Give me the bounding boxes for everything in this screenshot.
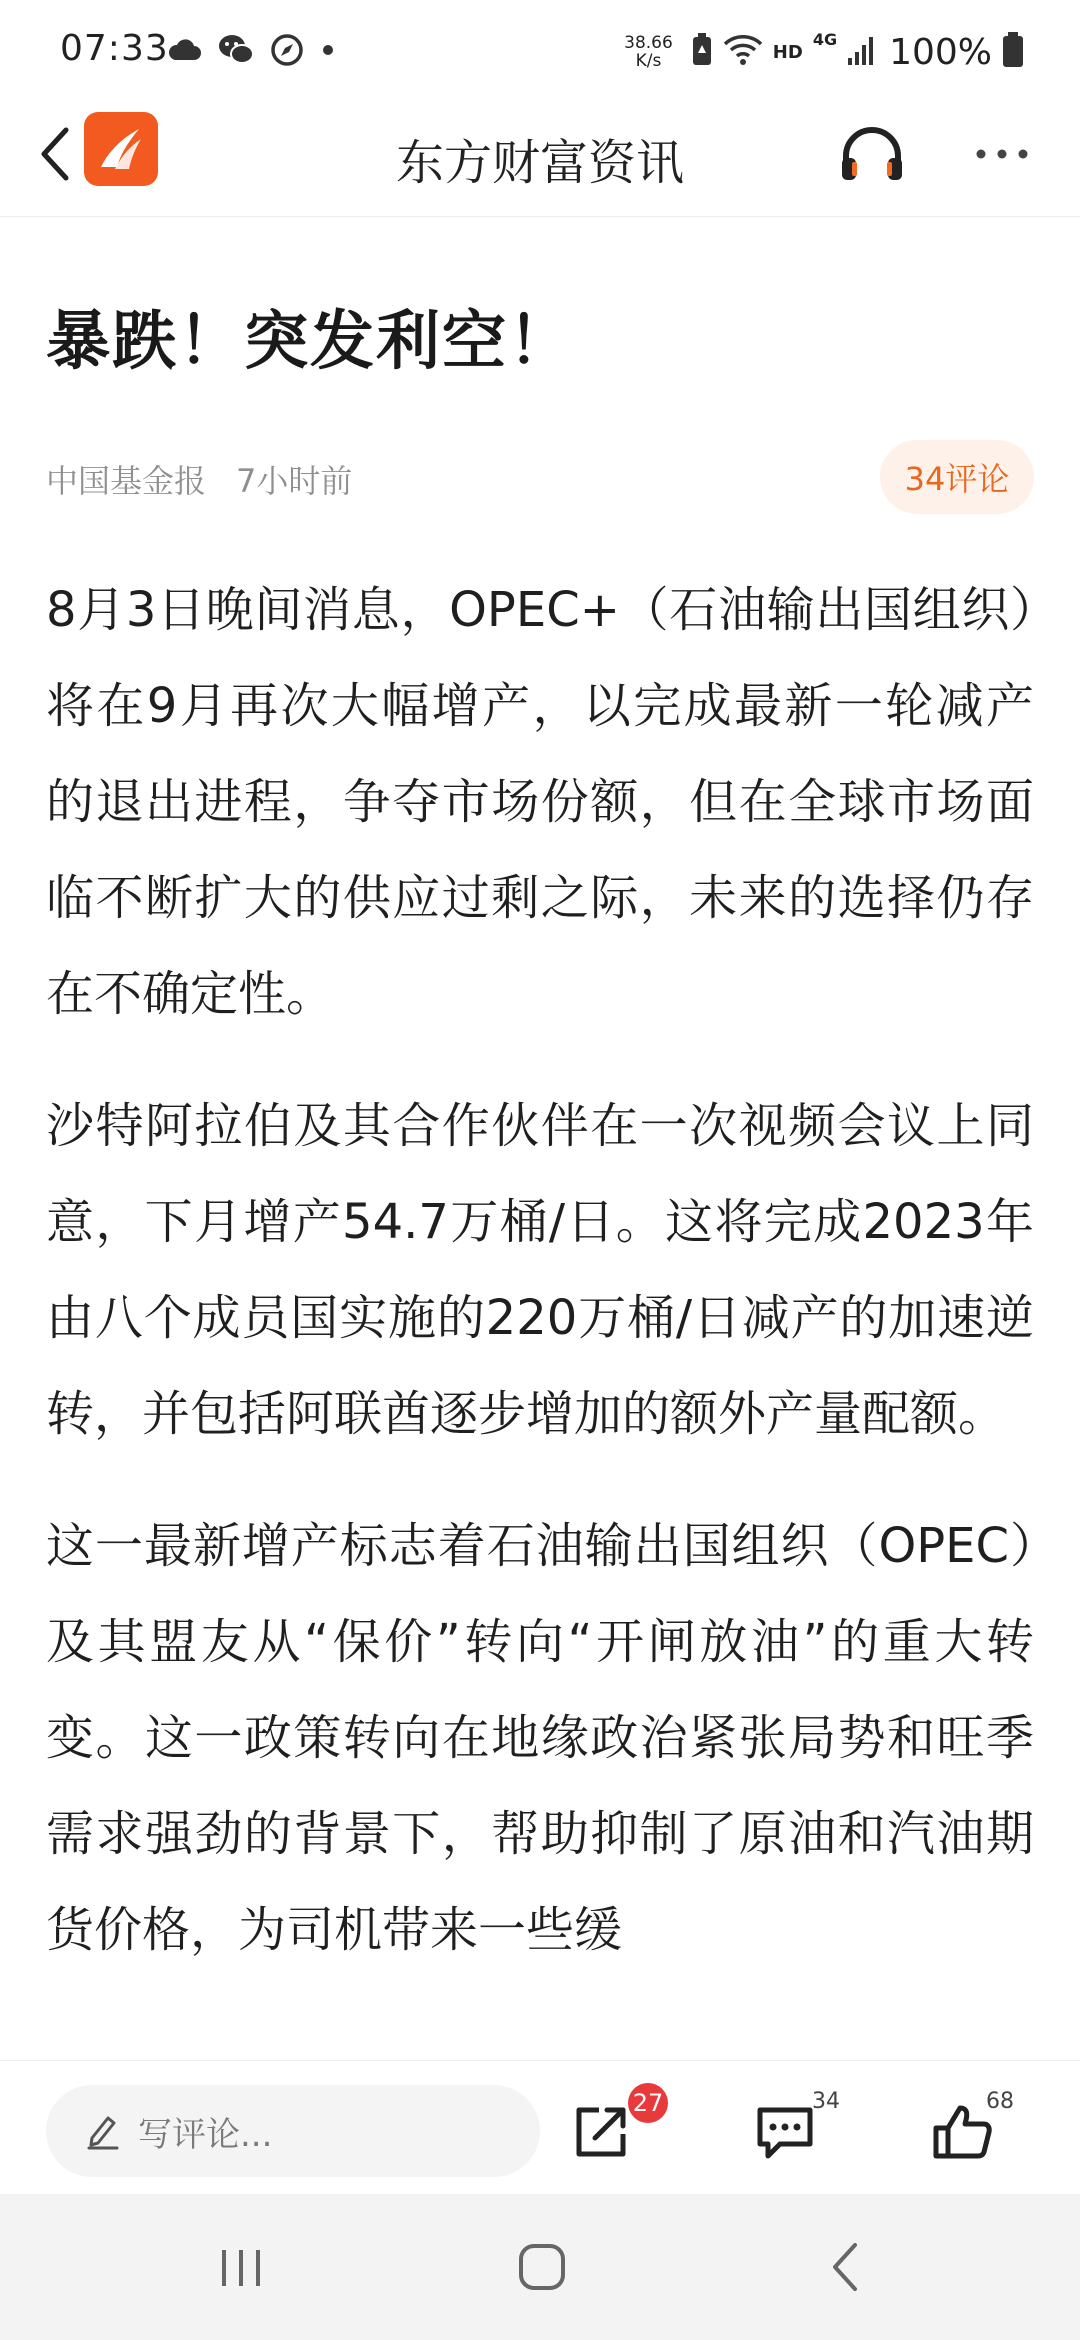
article-time: 7小时前 <box>236 462 353 500</box>
comment-placeholder: 写评论... <box>138 2114 273 2155</box>
article-body <box>46 562 1034 2060</box>
thumbs-up-icon <box>932 2102 994 2162</box>
status-bar <box>0 0 1080 100</box>
battery-saver-icon <box>691 33 713 71</box>
wechat-icon <box>218 34 254 70</box>
more-dots-icon <box>974 147 1030 161</box>
dot-icon <box>320 42 336 62</box>
home-icon <box>516 2241 568 2293</box>
pen-icon <box>86 2112 120 2150</box>
network-type-indicator: 4G <box>812 30 838 49</box>
home-button[interactable] <box>497 2232 587 2302</box>
comment-count: 34 <box>812 2089 840 2114</box>
more-options-button[interactable] <box>962 124 1042 184</box>
status-notification-icons <box>168 32 336 72</box>
hd-indicator: HD <box>772 41 803 63</box>
bottom-action-bar <box>0 2060 1080 2195</box>
status-right-group <box>624 26 1024 78</box>
listen-button[interactable] <box>832 114 912 194</box>
recent-apps-button[interactable] <box>196 2232 286 2302</box>
comment-count-pill[interactable]: 34评论 <box>880 440 1034 514</box>
battery-icon <box>1002 32 1024 72</box>
status-time: 07:33 <box>60 28 169 69</box>
compass-icon <box>270 33 304 71</box>
back-arrow-icon <box>825 2239 865 2295</box>
article-paragraph: 8月3日晚间消息，OPEC+（石油输出国组织）将在9月再次大幅增产，以完成最新一轮减产的退出进程，争夺市场份额，但在全球市场面临不断扩大的供应过剩之际，未来的选择仍存在不确定性。 <box>46 582 1034 1022</box>
article-title: 暴跌！突发利空！ <box>46 305 574 379</box>
share-count-badge: 27 <box>628 2083 668 2123</box>
network-speed-value: 38.66 <box>624 33 673 53</box>
article-paragraph: 沙特阿拉伯及其合作伙伴在一次视频会议上同意，下月增产54.7万桶/日。这将完成2023年由八个成员国实施的220万桶/日减产的加速逆转，并包括阿联酋逐步增加的额外产量配额。 <box>46 1098 1034 1442</box>
app-title: 东方财富资讯 <box>395 135 684 191</box>
recent-apps-icon <box>216 2242 266 2292</box>
battery-percentage: 100% <box>889 31 992 73</box>
cloud-icon <box>168 38 202 66</box>
headphones-icon <box>838 124 906 184</box>
article-meta <box>46 456 352 502</box>
like-count: 68 <box>986 2089 1014 2114</box>
app-header <box>0 100 1080 217</box>
signal-icon <box>847 34 875 70</box>
comment-input[interactable] <box>46 2085 540 2177</box>
network-speed-unit: K/s <box>635 51 662 71</box>
article-source[interactable]: 中国基金报 <box>46 462 207 500</box>
comment-bubble-icon <box>754 2102 816 2162</box>
system-navigation-bar <box>0 2194 1080 2340</box>
share-icon <box>571 2102 631 2162</box>
article-paragraph: 这一最新增产标志着石油输出国组织（OPEC）及其盟友从“保价”转向“开闸放油”的重大转变。这一政策转向在地缘政治紧张局势和旺季需求强劲的背景下，帮助抑制了原油和汽油期货价格，为司机带来一些缓 <box>46 1518 1034 1958</box>
network-speed <box>624 34 673 70</box>
system-back-button[interactable] <box>800 2232 890 2302</box>
wifi-icon <box>723 34 763 70</box>
